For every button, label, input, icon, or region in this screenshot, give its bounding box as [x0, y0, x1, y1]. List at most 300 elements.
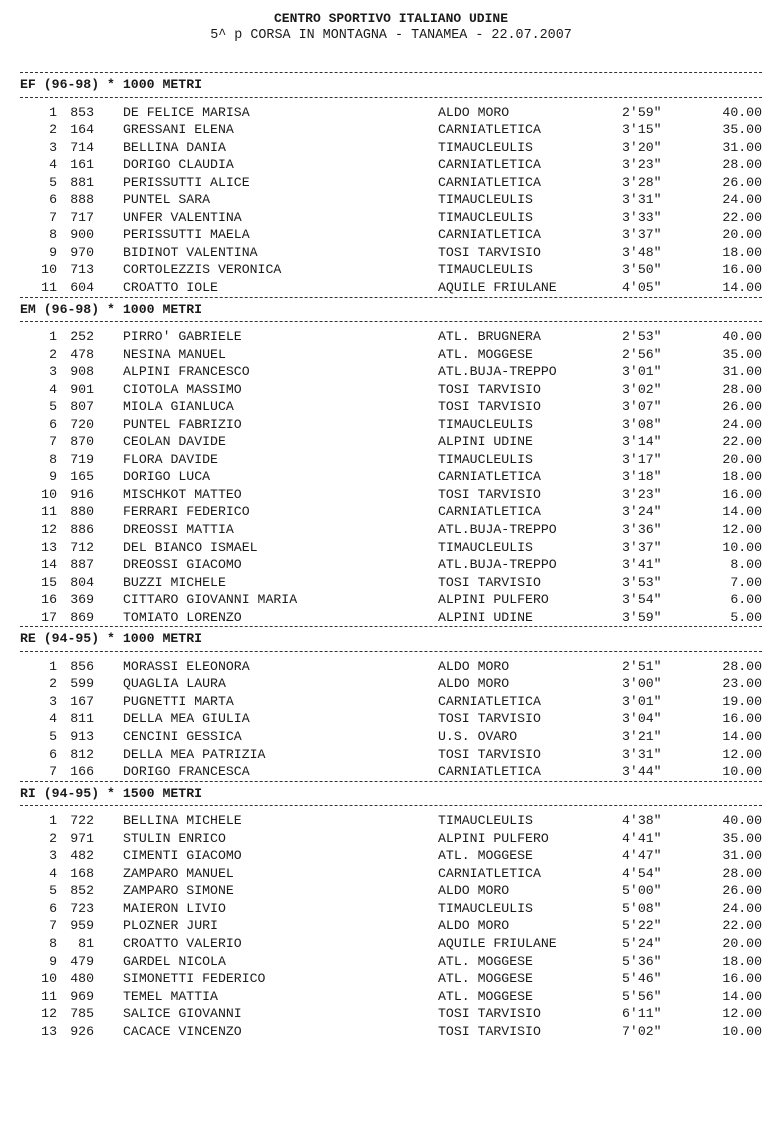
rank-cell: 8	[49, 451, 57, 467]
rank-cell: 1	[49, 104, 57, 120]
points-cell: 14.00	[722, 988, 762, 1004]
bib-number-cell: 479	[70, 953, 94, 969]
athlete-name-cell: MAIERON LIVIO	[123, 900, 226, 916]
results-sections	[20, 72, 762, 1040]
bib-number-cell: 599	[70, 676, 94, 692]
points-cell: 22.00	[722, 434, 762, 450]
result-row	[20, 486, 762, 504]
points-cell: 14.00	[722, 279, 762, 295]
club-cell: CARNIATLETICA	[438, 693, 541, 709]
result-row	[20, 574, 762, 592]
results-list	[20, 98, 762, 297]
time-cell: 5'22"	[622, 918, 662, 934]
time-cell: 3'31"	[622, 192, 662, 208]
rank-cell: 2	[49, 830, 57, 846]
time-cell: 5'56"	[622, 988, 662, 1004]
bib-number-cell: 913	[70, 729, 94, 744]
bib-number-cell: 916	[70, 486, 94, 502]
category-heading: EF (96-98) * 1000 METRI	[20, 77, 203, 92]
results-list	[20, 322, 762, 626]
athlete-name-cell: SIMONETTI FEDERICO	[123, 971, 266, 987]
rank-cell: 10	[41, 262, 57, 278]
club-cell: ATL. MOGGESE	[438, 346, 533, 362]
result-row	[20, 1005, 762, 1023]
club-cell: ALPINI PULFERO	[438, 830, 549, 846]
time-cell: 3'53"	[622, 574, 662, 590]
time-cell: 3'37"	[622, 227, 662, 243]
time-cell: 3'01"	[622, 693, 662, 709]
result-row	[20, 812, 762, 830]
athlete-name-cell: NESINA MANUEL	[123, 346, 226, 362]
points-cell: 14.00	[722, 504, 762, 520]
document-title: CENTRO SPORTIVO ITALIANO UDINE	[273, 11, 509, 26]
points-cell: 22.00	[722, 918, 762, 934]
result-row	[20, 988, 762, 1006]
points-cell: 12.00	[722, 746, 762, 762]
result-row	[20, 346, 762, 364]
athlete-name-cell: PUNTEL SARA	[123, 192, 211, 208]
rank-cell: 5	[49, 399, 57, 415]
club-cell: TOSI TARVISIO	[438, 746, 541, 762]
time-cell: 3'08"	[622, 416, 662, 432]
bib-number-cell: 717	[70, 209, 94, 225]
result-row	[20, 865, 762, 883]
points-cell: 40.00	[722, 813, 762, 829]
points-cell: 31.00	[722, 364, 762, 380]
category-section	[20, 626, 762, 780]
club-cell: TIMAUCLEULIS	[438, 139, 533, 155]
result-row	[20, 609, 762, 627]
time-cell: 4'54"	[622, 865, 662, 881]
rank-cell: 6	[49, 900, 57, 916]
result-row	[20, 693, 762, 711]
points-cell: 26.00	[722, 883, 762, 899]
athlete-name-cell: DREOSSI GIACOMO	[123, 557, 242, 573]
time-cell: 6'11"	[622, 1006, 662, 1022]
athlete-name-cell: CACACE VINCENZO	[123, 1023, 242, 1039]
athlete-name-cell: CEOLAN DAVIDE	[123, 434, 226, 450]
bib-number-cell: 720	[70, 416, 94, 432]
club-cell: ALDO MORO	[438, 883, 510, 899]
result-row	[20, 139, 762, 157]
bib-number-cell: 886	[70, 522, 94, 538]
athlete-name-cell: BELLINA DANIA	[123, 139, 226, 155]
athlete-name-cell: DELLA MEA GIULIA	[123, 711, 250, 727]
rank-cell: 4	[49, 711, 57, 727]
bib-number-cell: 811	[70, 711, 94, 727]
result-row	[20, 539, 762, 557]
athlete-name-cell: TEMEL MATTIA	[123, 988, 218, 1004]
time-cell: 5'24"	[622, 935, 662, 951]
club-cell: ATL.BUJA-TREPPO	[438, 557, 557, 573]
time-cell: 3'15"	[622, 122, 662, 138]
time-cell: 3'37"	[622, 539, 662, 555]
points-cell: 28.00	[722, 658, 762, 674]
club-cell: TIMAUCLEULIS	[438, 209, 533, 225]
time-cell: 3'44"	[622, 764, 662, 780]
result-row	[20, 261, 762, 279]
athlete-name-cell: PUNTEL FABRIZIO	[123, 416, 242, 432]
athlete-name-cell: CITTARO GIOVANNI MARIA	[123, 592, 298, 608]
bib-number-cell: 908	[70, 364, 94, 380]
bib-number-cell: 714	[70, 139, 94, 155]
result-row	[20, 830, 762, 848]
time-cell: 2'56"	[622, 346, 662, 362]
bib-number-cell: 713	[70, 262, 94, 278]
club-cell: CARNIATLETICA	[438, 865, 541, 881]
rank-cell: 5	[49, 729, 57, 744]
result-row	[20, 953, 762, 971]
bib-number-cell: 167	[70, 693, 94, 709]
club-cell: TIMAUCLEULIS	[438, 539, 533, 555]
bib-number-cell: 478	[70, 346, 94, 362]
time-cell: 3'31"	[622, 746, 662, 762]
points-cell: 24.00	[722, 192, 762, 208]
club-cell: AQUILE FRIULANE	[438, 279, 557, 295]
points-cell: 22.00	[722, 209, 762, 225]
result-row	[20, 381, 762, 399]
points-cell: 28.00	[722, 157, 762, 173]
time-cell: 3'33"	[622, 209, 662, 225]
points-cell: 28.00	[722, 381, 762, 397]
points-cell: 20.00	[722, 227, 762, 243]
club-cell: CARNIATLETICA	[438, 174, 541, 190]
result-row	[20, 591, 762, 609]
club-cell: ATL. MOGGESE	[438, 848, 533, 864]
points-cell: 12.00	[722, 1006, 762, 1022]
athlete-name-cell: UNFER VALENTINA	[123, 209, 242, 225]
result-row	[20, 503, 762, 521]
result-row	[20, 121, 762, 139]
rank-cell: 2	[49, 122, 57, 138]
bib-number-cell: 807	[70, 399, 94, 415]
points-cell: 10.00	[722, 764, 762, 780]
category-heading: EM (96-98) * 1000 METRI	[20, 301, 203, 317]
time-cell: 3'23"	[622, 486, 662, 502]
result-row	[20, 847, 762, 865]
club-cell: TIMAUCLEULIS	[438, 192, 533, 208]
result-row	[20, 728, 762, 746]
rank-cell: 13	[41, 1023, 57, 1039]
time-cell: 2'53"	[622, 329, 662, 345]
time-cell: 3'17"	[622, 451, 662, 467]
bib-number-cell: 959	[70, 918, 94, 934]
bib-number-cell: 712	[70, 539, 94, 555]
time-cell: 5'36"	[622, 953, 662, 969]
athlete-name-cell: DREOSSI MATTIA	[123, 522, 234, 538]
time-cell: 3'18"	[622, 469, 662, 485]
points-cell: 18.00	[722, 953, 762, 969]
rank-cell: 11	[41, 279, 57, 295]
club-cell: AQUILE FRIULANE	[438, 935, 557, 951]
result-row	[20, 398, 762, 416]
category-heading: RI (94-95) * 1500 METRI	[20, 785, 203, 801]
points-cell: 20.00	[722, 935, 762, 951]
category-section	[20, 297, 762, 627]
rank-cell: 3	[49, 364, 57, 380]
result-row	[20, 328, 762, 346]
club-cell: TIMAUCLEULIS	[438, 451, 533, 467]
rank-cell: 3	[49, 848, 57, 864]
result-row	[20, 556, 762, 574]
points-cell: 19.00	[722, 693, 762, 709]
results-document	[20, 10, 762, 1040]
athlete-name-cell: CORTOLEZZIS VERONICA	[123, 262, 282, 278]
points-cell: 7.00	[730, 574, 762, 590]
athlete-name-cell: CROATTO IOLE	[123, 279, 218, 295]
bib-number-cell: 166	[70, 764, 94, 780]
bib-number-cell: 856	[70, 658, 94, 674]
result-row	[20, 900, 762, 918]
category-section	[20, 781, 762, 1041]
rank-cell: 9	[49, 953, 57, 969]
athlete-name-cell: QUAGLIA LAURA	[123, 676, 226, 692]
club-cell: ALPINI PULFERO	[438, 592, 549, 608]
result-row	[20, 935, 762, 953]
result-row	[20, 710, 762, 728]
time-cell: 4'05"	[622, 279, 662, 295]
rank-cell: 8	[49, 935, 57, 951]
rank-cell: 10	[41, 971, 57, 987]
rank-cell: 12	[41, 522, 57, 538]
result-row	[20, 746, 762, 764]
club-cell: TOSI TARVISIO	[438, 244, 541, 260]
bib-number-cell: 164	[70, 122, 94, 138]
result-row	[20, 433, 762, 451]
club-cell: CARNIATLETICA	[438, 227, 541, 243]
club-cell: ATL. MOGGESE	[438, 971, 533, 987]
result-row	[20, 675, 762, 693]
athlete-name-cell: DORIGO LUCA	[123, 469, 211, 485]
time-cell: 3'48"	[622, 244, 662, 260]
results-list	[20, 806, 762, 1040]
rank-cell: 1	[49, 329, 57, 345]
athlete-name-cell: DORIGO FRANCESCA	[123, 764, 250, 780]
time-cell: 3'28"	[622, 174, 662, 190]
bib-number-cell: 870	[70, 434, 94, 450]
athlete-name-cell: PUGNETTI MARTA	[123, 693, 234, 709]
club-cell: ALDO MORO	[438, 104, 510, 120]
club-cell: TOSI TARVISIO	[438, 486, 541, 502]
rank-cell: 7	[49, 434, 57, 450]
athlete-name-cell: PERISSUTTI ALICE	[123, 174, 250, 190]
bib-number-cell: 888	[70, 192, 94, 208]
athlete-name-cell: BELLINA MICHELE	[123, 813, 242, 829]
bib-number-cell: 482	[70, 848, 94, 864]
result-row	[20, 416, 762, 434]
rank-cell: 10	[41, 486, 57, 502]
bib-number-cell: 880	[70, 504, 94, 520]
bib-number-cell: 480	[70, 971, 94, 987]
athlete-name-cell: BIDINOT VALENTINA	[123, 244, 258, 260]
club-cell: CARNIATLETICA	[438, 157, 541, 173]
club-cell: TOSI TARVISIO	[438, 1006, 541, 1022]
points-cell: 35.00	[722, 346, 762, 362]
result-row	[20, 209, 762, 227]
rank-cell: 9	[49, 244, 57, 260]
club-cell: ALDO MORO	[438, 658, 510, 674]
time-cell: 5'00"	[622, 883, 662, 899]
bib-number-cell: 168	[70, 865, 94, 881]
time-cell: 2'51"	[622, 658, 662, 674]
points-cell: 16.00	[722, 486, 762, 502]
points-cell: 35.00	[722, 830, 762, 846]
rank-cell: 6	[49, 416, 57, 432]
club-cell: TOSI TARVISIO	[438, 381, 541, 397]
rank-cell: 13	[41, 539, 57, 555]
result-row	[20, 226, 762, 244]
time-cell: 3'36"	[622, 522, 662, 538]
result-row	[20, 363, 762, 381]
points-cell: 18.00	[722, 469, 762, 485]
athlete-name-cell: ZAMPARO MANUEL	[123, 865, 234, 881]
bib-number-cell: 804	[70, 574, 94, 590]
rank-cell: 3	[49, 139, 57, 155]
time-cell: 3'14"	[622, 434, 662, 450]
rank-cell: 5	[49, 174, 57, 190]
time-cell: 3'54"	[622, 592, 662, 608]
time-cell: 5'08"	[622, 900, 662, 916]
athlete-name-cell: DEL BIANCO ISMAEL	[123, 539, 258, 555]
points-cell: 16.00	[722, 262, 762, 278]
bib-number-cell: 719	[70, 451, 94, 467]
rank-cell: 4	[49, 865, 57, 881]
athlete-name-cell: CIOTOLA MASSIMO	[123, 381, 242, 397]
time-cell: 3'59"	[622, 609, 662, 625]
result-row	[20, 917, 762, 935]
athlete-name-cell: BUZZI MICHELE	[123, 574, 226, 590]
athlete-name-cell: CIMENTI GIACOMO	[123, 848, 242, 864]
time-cell: 3'21"	[622, 729, 662, 744]
points-cell: 31.00	[722, 848, 762, 864]
athlete-name-cell: SALICE GIOVANNI	[123, 1006, 242, 1022]
points-cell: 10.00	[722, 1023, 762, 1039]
points-cell: 35.00	[722, 122, 762, 138]
rank-cell: 4	[49, 157, 57, 173]
club-cell: CARNIATLETICA	[438, 764, 541, 780]
time-cell: 3'01"	[622, 364, 662, 380]
rank-cell: 2	[49, 676, 57, 692]
result-row	[20, 174, 762, 192]
athlete-name-cell: PLOZNER JURI	[123, 918, 218, 934]
rank-cell: 16	[41, 592, 57, 608]
points-cell: 26.00	[722, 399, 762, 415]
bib-number-cell: 881	[70, 174, 94, 190]
athlete-name-cell: MORASSI ELEONORA	[123, 658, 250, 674]
athlete-name-cell: CROATTO VALERIO	[123, 935, 242, 951]
rank-cell: 15	[41, 574, 57, 590]
result-row	[20, 521, 762, 539]
rank-cell: 8	[49, 227, 57, 243]
result-row	[20, 468, 762, 486]
club-cell: TIMAUCLEULIS	[438, 416, 533, 432]
rank-cell: 1	[49, 658, 57, 674]
result-row	[20, 191, 762, 209]
bib-number-cell: 723	[70, 900, 94, 916]
bib-number-cell: 926	[70, 1023, 94, 1039]
points-cell: 6.00	[730, 592, 762, 608]
bib-number-cell: 252	[70, 329, 94, 345]
points-cell: 40.00	[722, 329, 762, 345]
bib-number-cell: 812	[70, 746, 94, 762]
bib-number-cell: 161	[70, 157, 94, 173]
bib-number-cell: 81	[78, 935, 94, 951]
points-cell: 23.00	[722, 676, 762, 692]
result-row	[20, 763, 762, 781]
club-cell: ATL. BRUGNERA	[438, 329, 541, 345]
rank-cell: 14	[41, 557, 57, 573]
club-cell: ALDO MORO	[438, 918, 510, 934]
club-cell: TIMAUCLEULIS	[438, 900, 533, 916]
rank-cell: 7	[49, 918, 57, 934]
club-cell: TOSI TARVISIO	[438, 574, 541, 590]
rank-cell: 17	[41, 609, 57, 625]
points-cell: 18.00	[722, 244, 762, 260]
time-cell: 3'41"	[622, 557, 662, 573]
athlete-name-cell: PERISSUTTI MAELA	[123, 227, 250, 243]
athlete-name-cell: FERRARI FEDERICO	[123, 504, 250, 520]
bib-number-cell: 369	[70, 592, 94, 608]
athlete-name-cell: GARDEL NICOLA	[123, 953, 226, 969]
category-section	[20, 72, 762, 297]
bib-number-cell: 165	[70, 469, 94, 485]
time-cell: 3'00"	[622, 676, 662, 692]
points-cell: 16.00	[722, 971, 762, 987]
rank-cell: 6	[49, 192, 57, 208]
rank-cell: 7	[49, 764, 57, 780]
result-row	[20, 1023, 762, 1041]
result-row	[20, 279, 762, 297]
rank-cell: 6	[49, 746, 57, 762]
club-cell: CARNIATLETICA	[438, 122, 541, 138]
bib-number-cell: 722	[70, 813, 94, 829]
club-cell: TOSI TARVISIO	[438, 1023, 541, 1039]
result-row	[20, 658, 762, 676]
club-cell: ATL.BUJA-TREPPO	[438, 522, 557, 538]
club-cell: ATL. MOGGESE	[438, 953, 533, 969]
club-cell: TIMAUCLEULIS	[438, 262, 533, 278]
rank-cell: 3	[49, 693, 57, 709]
points-cell: 16.00	[722, 711, 762, 727]
rank-cell: 5	[49, 883, 57, 899]
athlete-name-cell: TOMIATO LORENZO	[123, 609, 242, 625]
rank-cell: 7	[49, 209, 57, 225]
bib-number-cell: 852	[70, 883, 94, 899]
club-cell: TIMAUCLEULIS	[438, 813, 533, 829]
results-list	[20, 652, 762, 781]
club-cell: ALPINI UDINE	[438, 609, 533, 625]
points-cell: 12.00	[722, 522, 762, 538]
points-cell: 5.00	[730, 609, 762, 625]
points-cell: 28.00	[722, 865, 762, 881]
club-cell: CARNIATLETICA	[438, 469, 541, 485]
club-cell: U.S. OVARO	[438, 729, 518, 744]
club-cell: ALDO MORO	[438, 676, 510, 692]
result-row	[20, 244, 762, 262]
header-gap	[20, 44, 762, 72]
club-cell: ALPINI UDINE	[438, 434, 533, 450]
rank-cell: 11	[41, 504, 57, 520]
athlete-name-cell: MISCHKOT MATTEO	[123, 486, 242, 502]
result-row	[20, 451, 762, 469]
bib-number-cell: 887	[70, 557, 94, 573]
club-cell: ATL. MOGGESE	[438, 988, 533, 1004]
athlete-name-cell: CENCINI GESSICA	[123, 729, 242, 744]
athlete-name-cell: DE FELICE MARISA	[123, 104, 250, 120]
time-cell: 3'23"	[622, 157, 662, 173]
bib-number-cell: 604	[70, 279, 94, 295]
rank-cell: 9	[49, 469, 57, 485]
